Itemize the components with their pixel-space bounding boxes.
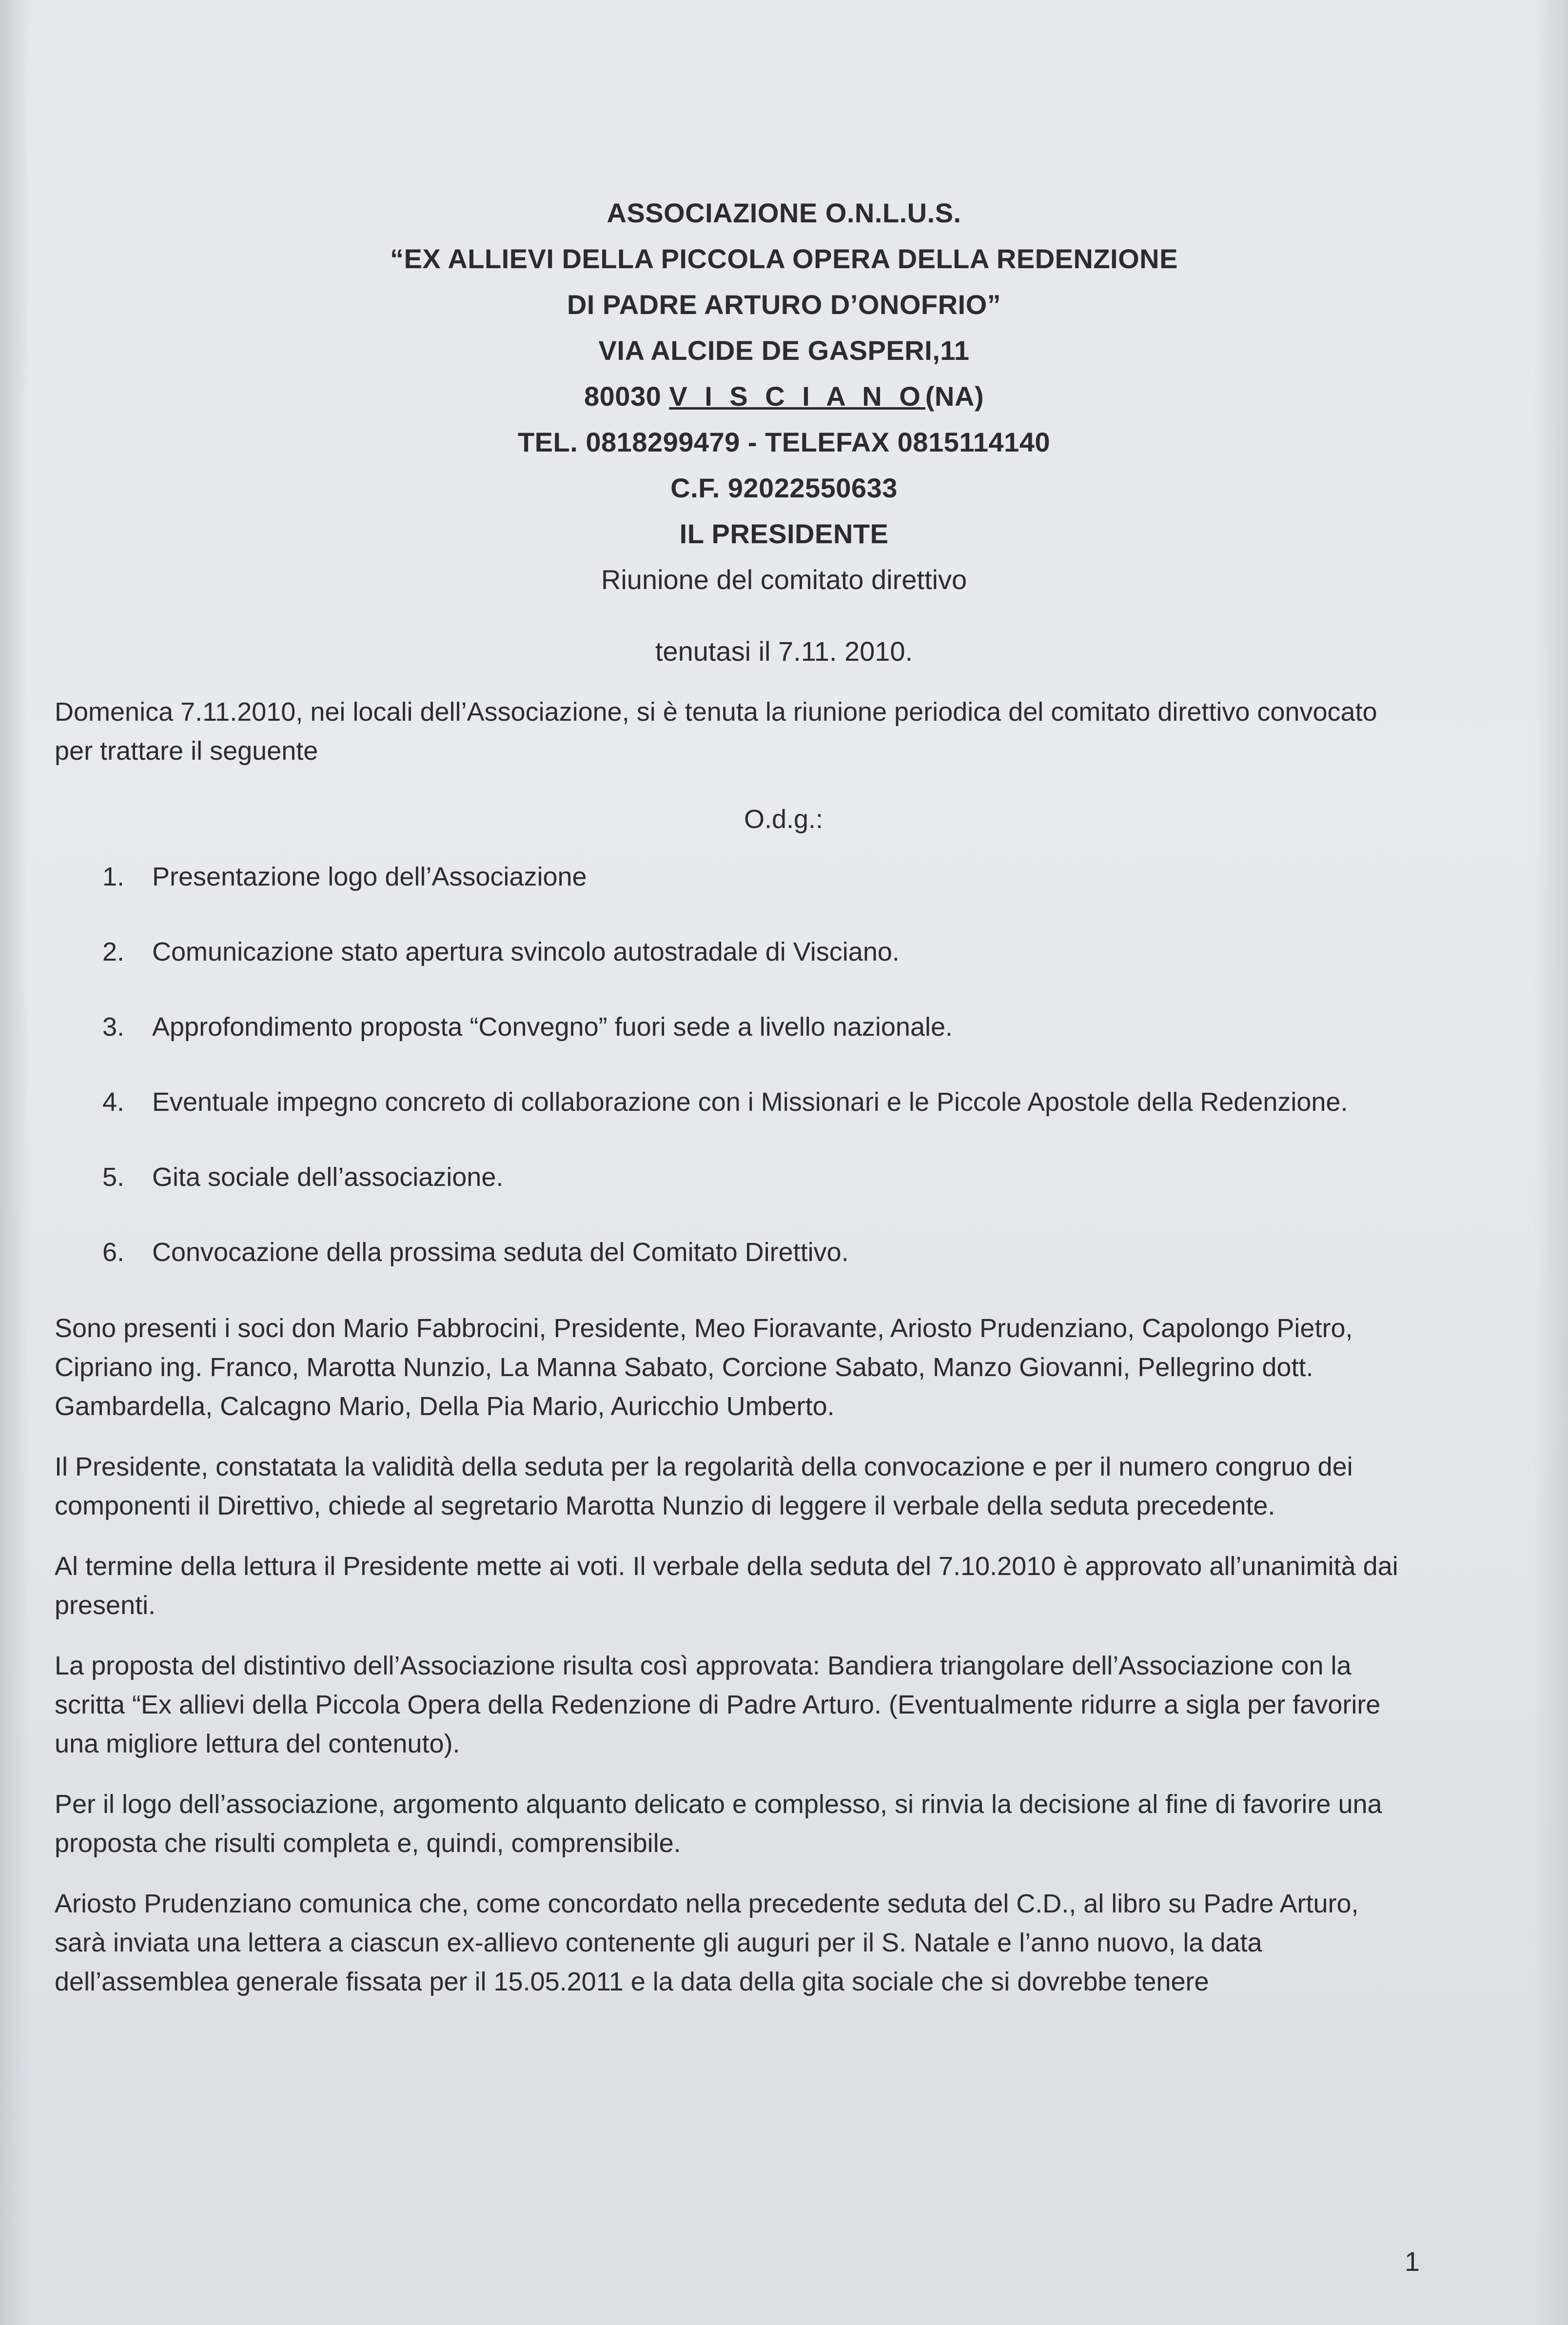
association-fullname-line2: DI PADRE ARTURO D’ONOFRIO” [567, 289, 1001, 320]
meeting-title: Riunione del comitato direttivo [601, 564, 967, 595]
agenda-item [55, 1008, 1415, 1045]
intro-paragraph: Domenica 7.11.2010, nei locali dell’Associazione, si è tenuta la riunione periodica del comitato direttivo convocato per trattare il seguente [55, 697, 1377, 766]
badge-paragraph: La proposta del distintivo dell’Associazione risulta così approvata: Bandiera triangolare dell’Associazione con la scritta “Ex allievi della Piccola Opera della Redenzione di Padre Arturo. (Eventualmente ridurre a sigla per favorire una migliore lettura del contenuto). [55, 1651, 1381, 1758]
fiscal-code: C.F. 92022550633 [670, 473, 898, 503]
logo-paragraph: Per il logo dell’associazione, argomento alquanto delicato e complesso, si rinvia la decisione al fine di favorire una proposta che risulti completa e, quindi, comprensibile. [55, 1790, 1382, 1858]
agenda-item [55, 1159, 1415, 1196]
agenda-item-number: 5. [102, 1162, 125, 1192]
approval-paragraph: Al termine della lettura il Presidente mette ai voti. Il verbale della seduta del 7.10.2010 è approvato all’unanimità dai presenti. [55, 1552, 1398, 1620]
agenda-item [55, 858, 1415, 895]
agenda-list [55, 858, 1415, 1271]
agenda-item-text: Presentazione logo dell’Associazione [152, 862, 587, 891]
association-name: ASSOCIAZIONE O.N.L.U.S. [607, 197, 961, 228]
agenda-item-text: Comunicazione stato apertura svincolo autostradale di Visciano. [152, 937, 900, 966]
meeting-date: tenutasi il 7.11. 2010. [655, 636, 913, 667]
letterhead [0, 190, 1568, 671]
minutes-body [55, 692, 1415, 2023]
agenda-item [55, 933, 1415, 970]
agenda-item [55, 1084, 1415, 1121]
phone-fax: TEL. 0818299479 - TELEFAX 0815114140 [517, 427, 1051, 457]
province: (NA) [925, 381, 984, 412]
address-city-line [0, 374, 1568, 419]
validity-paragraph: Il Presidente, constatata la validità della seduta per la regolarità della convocazione e per il numero congruo dei componenti il Direttivo, chiede al segretario Marotta Nunzio di leggere il verbale della seduta precedente. [55, 1452, 1353, 1520]
city-name: V I S C I A N O [669, 381, 925, 412]
agenda-item-text: Approfondimento proposta “Convegno” fuori sede a livello nazionale. [152, 1012, 953, 1042]
agenda-item-number: 4. [102, 1087, 125, 1117]
page-number: 1 [1404, 2246, 1420, 2277]
agenda-item-text: Convocazione della prossima seduta del Comitato Direttivo. [152, 1238, 849, 1267]
president-label: IL PRESIDENTE [679, 518, 889, 549]
address-street: VIA ALCIDE DE GASPERI,11 [598, 335, 970, 366]
agenda-item [55, 1234, 1415, 1271]
agenda-item-text: Gita sociale dell’associazione. [152, 1162, 504, 1192]
agenda-item-number: 2. [102, 937, 125, 966]
letter-paragraph: Ariosto Prudenziano comunica che, come concordato nella precedente seduta del C.D., al libro su Padre Arturo, sarà inviata una lettera a ciascun ex-allievo contenente gli auguri per il S. Natale e l’anno nuovo, la data dell’assemblea generale fissata per il 15.05.2011 e la data della gita sociale che si dovrebbe tenere [55, 1889, 1359, 1996]
agenda-item-number: 1. [102, 862, 125, 891]
association-fullname-line1: “EX ALLIEVI DELLA PICCOLA OPERA DELLA REDENZIONE [390, 243, 1178, 274]
postal-code: 80030 [584, 381, 662, 412]
agenda-item-text: Eventuale impegno concreto di collaborazione con i Missionari e le Piccole Apostole della Redenzione. [152, 1087, 1348, 1117]
agenda-item-number: 6. [102, 1238, 125, 1267]
attendees-paragraph: Sono presenti i soci don Mario Fabbrocini, Presidente, Meo Fioravante, Ariosto Prudenziano, Capolongo Pietro, Cipriano ing. Franco, Marotta Nunzio, La Manna Sabato, Corcione Sabato, Manzo Giovanni, Pellegrino dott. Gambardella, Calcagno Mario, Della Pia Mario, Auricchio Umberto. [55, 1314, 1353, 1421]
agenda-heading: O.d.g.: [744, 805, 823, 834]
agenda-item-number: 3. [102, 1012, 125, 1042]
